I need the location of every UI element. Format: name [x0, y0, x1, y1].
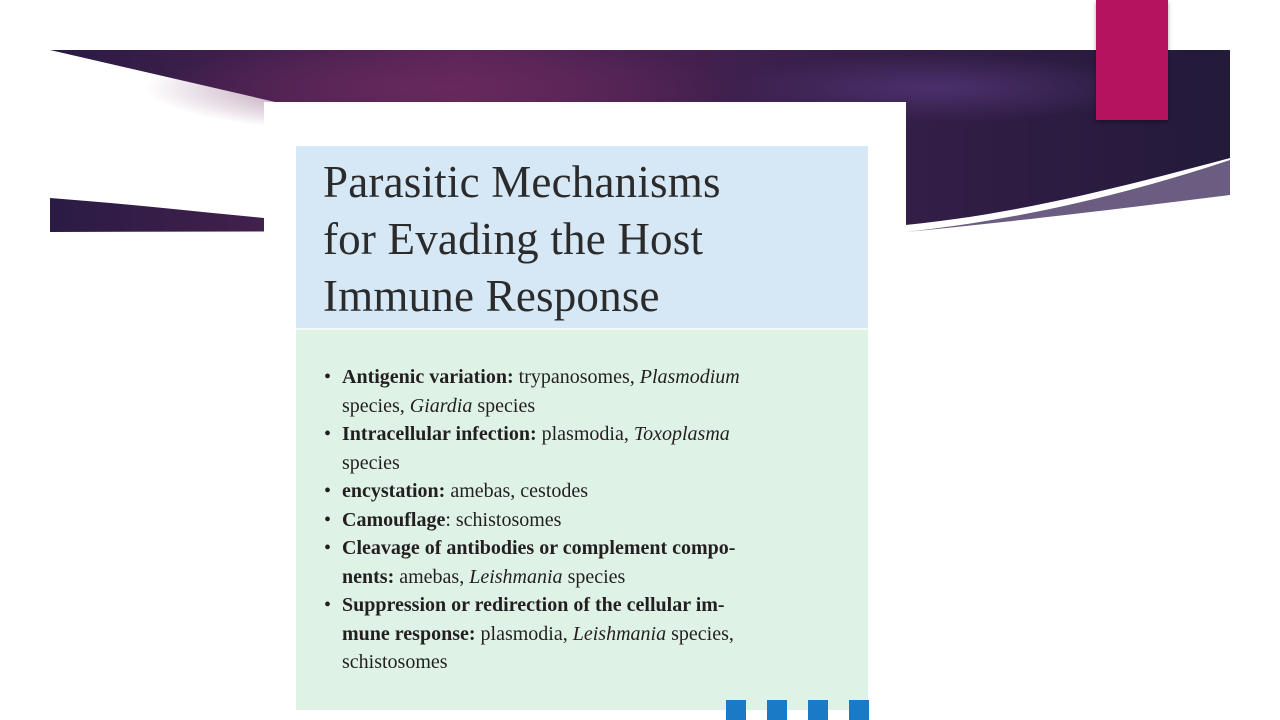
- mechanism-text: encystation:: [342, 480, 446, 502]
- mechanism-text: amebas, cestodes: [445, 480, 589, 502]
- decorative-square: [808, 700, 828, 720]
- mechanism-text: Suppression or redirection of the cellular im-: [342, 594, 725, 616]
- mechanism-text: Leishmania: [572, 622, 667, 645]
- mechanism-item: [324, 420, 844, 477]
- mechanism-text: plasmodia,: [475, 622, 573, 645]
- bullet-icon: •: [324, 594, 332, 616]
- decorative-square: [726, 700, 746, 720]
- mechanism-text: amebas,: [394, 565, 470, 588]
- mechanism-text: schistosomes: [342, 651, 448, 673]
- mechanism-text: species: [472, 394, 536, 417]
- box-title-line: Parasitic Mechanisms: [323, 157, 721, 207]
- mechanism-text: : schistosomes: [445, 508, 562, 531]
- box-body-panel: [296, 330, 868, 710]
- mechanism-item: [324, 534, 844, 591]
- accent-tab: [1096, 0, 1168, 120]
- mechanism-text: Giardia: [409, 394, 473, 417]
- decorative-square: [767, 700, 787, 720]
- mechanism-text: Camouflage: [342, 508, 446, 531]
- mechanism-text: Toxoplasma: [633, 423, 730, 445]
- box-title-line: for Evading the Host: [323, 214, 704, 264]
- bullet-icon: •: [324, 423, 332, 445]
- bullet-icon: •: [324, 480, 332, 502]
- mechanism-text: plasmodia,: [536, 423, 634, 445]
- decorative-square: [849, 700, 869, 720]
- content-box: [296, 146, 868, 710]
- bullet-icon: •: [324, 508, 332, 531]
- bullet-icon: •: [324, 366, 332, 388]
- mechanism-text: Cleavage of antibodies or complement compo-: [342, 537, 736, 559]
- mechanism-item: [324, 506, 844, 535]
- box-title-panel: [296, 146, 868, 330]
- mechanism-item: [324, 591, 844, 677]
- mechanism-list: [324, 363, 844, 677]
- mechanism-text: trypanosomes,: [513, 366, 640, 388]
- mechanism-text: Antigenic variation:: [342, 366, 514, 388]
- mechanism-text: Leishmania: [469, 565, 563, 588]
- mechanism-text: species,: [342, 394, 410, 417]
- mechanism-text: Intracellular infection:: [342, 423, 537, 445]
- box-title-line: Immune Response: [323, 271, 660, 321]
- mechanism-text: Plasmodium: [639, 366, 740, 388]
- mechanism-text: species: [562, 565, 626, 588]
- mechanism-text: mune response:: [342, 622, 476, 645]
- decorative-squares: [726, 700, 871, 720]
- mechanism-text: species: [342, 451, 400, 474]
- bullet-icon: •: [324, 537, 332, 559]
- box-title: [323, 154, 853, 325]
- mechanism-item: [324, 477, 844, 506]
- mechanism-text: species,: [666, 622, 734, 645]
- mechanism-item: [324, 363, 844, 420]
- mechanism-text: nents:: [342, 565, 395, 588]
